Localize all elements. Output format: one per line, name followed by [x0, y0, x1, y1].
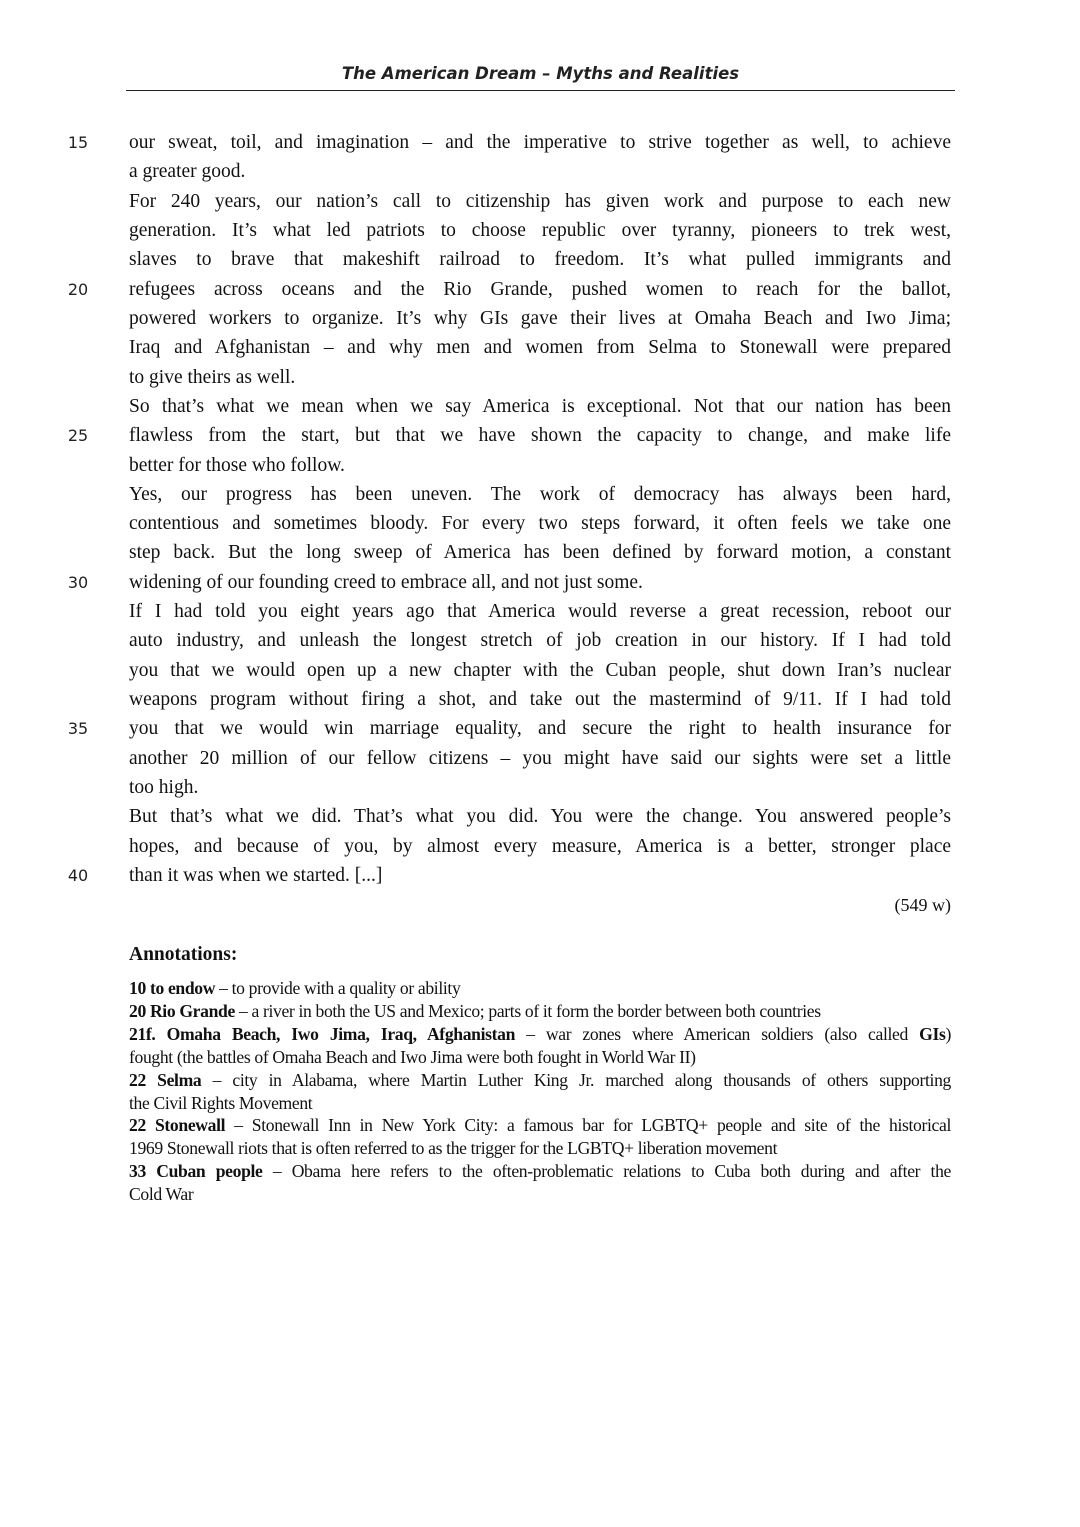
annotation-term: 33 Cuban people	[129, 1161, 263, 1182]
text-line: auto industry, and unleash the longest stretch of job creation in our history. If I had told	[129, 630, 951, 652]
annotation-line	[129, 977, 951, 999]
annotation-text: – a river in both the US and Mexico; parts of it form the border between both countries	[234, 1000, 821, 1021]
header-rule	[126, 90, 955, 91]
annotation-line	[129, 1114, 951, 1136]
text-line: refugees across oceans and the Rio Grande, pushed women to reach for the ballot,	[129, 278, 951, 300]
text-line: hopes, and because of you, by almost every measure, America is a better, stronger place	[129, 835, 951, 857]
annotation-line	[129, 1137, 951, 1159]
text-line: step back. But the long sweep of America has been defined by forward motion, a constant	[129, 542, 951, 564]
text-line: contentious and sometimes bloody. For every two steps forward, it often feels we take one	[129, 513, 951, 535]
annotation-line	[129, 1183, 951, 1205]
text-line: a greater good.	[129, 161, 246, 183]
annotation-term: 10 to endow	[129, 978, 216, 998]
text-line: widening of our founding creed to embrace all, and not just some.	[129, 571, 643, 593]
text-line: But that’s what we did. That’s what you did. You were the change. You answered people’s	[129, 806, 951, 828]
word-count: (549 w)	[894, 895, 951, 915]
annotation-line	[129, 1069, 951, 1091]
text-line: better for those who follow.	[129, 454, 345, 476]
annotation-line	[129, 1160, 951, 1182]
text-line: flawless from the start, but that we have shown the capacity to change, and make life	[129, 425, 951, 447]
page-header-title: The American Dream – Myths and Realities	[341, 64, 740, 83]
annotation-text: – Obama here refers to the often-problematic relations to Cuba both during and after the	[262, 1161, 951, 1182]
annotation-term: 22 Stonewall	[129, 1115, 226, 1136]
line-number: 40	[67, 866, 89, 885]
text-line: you that we would win marriage equality, and secure the right to health insurance for	[129, 718, 951, 740]
text-line: If I had told you eight years ago that America would reverse a great recession, reboot our	[129, 601, 951, 623]
annotations-heading: Annotations:	[129, 944, 238, 965]
annotation-line	[129, 1023, 951, 1045]
annotation-text: )	[945, 1023, 951, 1044]
text-line: too high.	[129, 777, 199, 799]
annotation-text: the Civil Rights Movement	[129, 1092, 313, 1113]
text-line: Yes, our progress has been uneven. The work of democracy has always been hard,	[129, 483, 951, 505]
annotation-line	[129, 1000, 951, 1022]
text-line: you that we would open up a new chapter with the Cuban people, shut down Iran’s nuclear	[129, 659, 951, 681]
text-line: So that’s what we mean when we say America is exceptional. Not that our nation has been	[129, 395, 951, 417]
text-line: to give theirs as well.	[129, 366, 296, 388]
line-number: 25	[67, 426, 89, 446]
text-line: slaves to brave that makeshift railroad to freedom. It’s what pulled immigrants and	[129, 249, 951, 271]
line-number: 20	[67, 279, 89, 299]
text-line: Iraq and Afghanistan – and why men and women from Selma to Stonewall were prepared	[129, 337, 951, 359]
text-line: generation. It’s what led patriots to choose republic over tyranny, pioneers to trek west,	[129, 219, 951, 241]
line-number: 35	[67, 719, 89, 739]
annotation-text: Cold War	[129, 1184, 194, 1205]
annotation-text: 1969 Stonewall riots that is often referred to as the trigger for the LGBTQ+ liberation movement	[129, 1138, 778, 1159]
annotation-term: 22 Selma	[129, 1069, 202, 1090]
text-line: For 240 years, our nation’s call to citizenship has given work and purpose to each new	[129, 190, 951, 212]
annotation-term: 20 Rio Grande	[129, 1000, 235, 1021]
text-line: another 20 million of our fellow citizens – you might have said our sights were set a little	[129, 747, 951, 769]
annotation-text: fought (the battles of Omaha Beach and Iwo Jima were both fought in World War II)	[129, 1046, 696, 1067]
annotation-text: – war zones where American soldiers (also called	[515, 1023, 920, 1044]
annotation-line	[129, 1046, 951, 1068]
text-line: powered workers to organize. It’s why GIs gave their lives at Omaha Beach and Iwo Jima;	[129, 307, 951, 329]
annotation-text: – to provide with a quality or ability	[215, 978, 461, 998]
text-line: weapons program without firing a shot, and take out the mastermind of 9/11. If I had told	[129, 689, 951, 711]
line-number: 30	[67, 572, 89, 592]
annotation-term: 21f. Omaha Beach, Iwo Jima, Iraq, Afghanistan	[129, 1023, 516, 1044]
annotation-term: GIs	[919, 1023, 946, 1044]
annotation-text: – city in Alabama, where Martin Luther King Jr. marched along thousands of others supporting	[201, 1069, 951, 1090]
text-line: than it was when we started. [...]	[129, 865, 383, 886]
text-line: our sweat, toil, and imagination – and the imperative to strive together as well, to achieve	[129, 132, 951, 153]
annotation-line	[129, 1092, 951, 1114]
annotation-text: – Stonewall Inn in New York City: a famous bar for LGBTQ+ people and site of the historical	[225, 1115, 951, 1136]
line-number: 15	[67, 133, 89, 152]
